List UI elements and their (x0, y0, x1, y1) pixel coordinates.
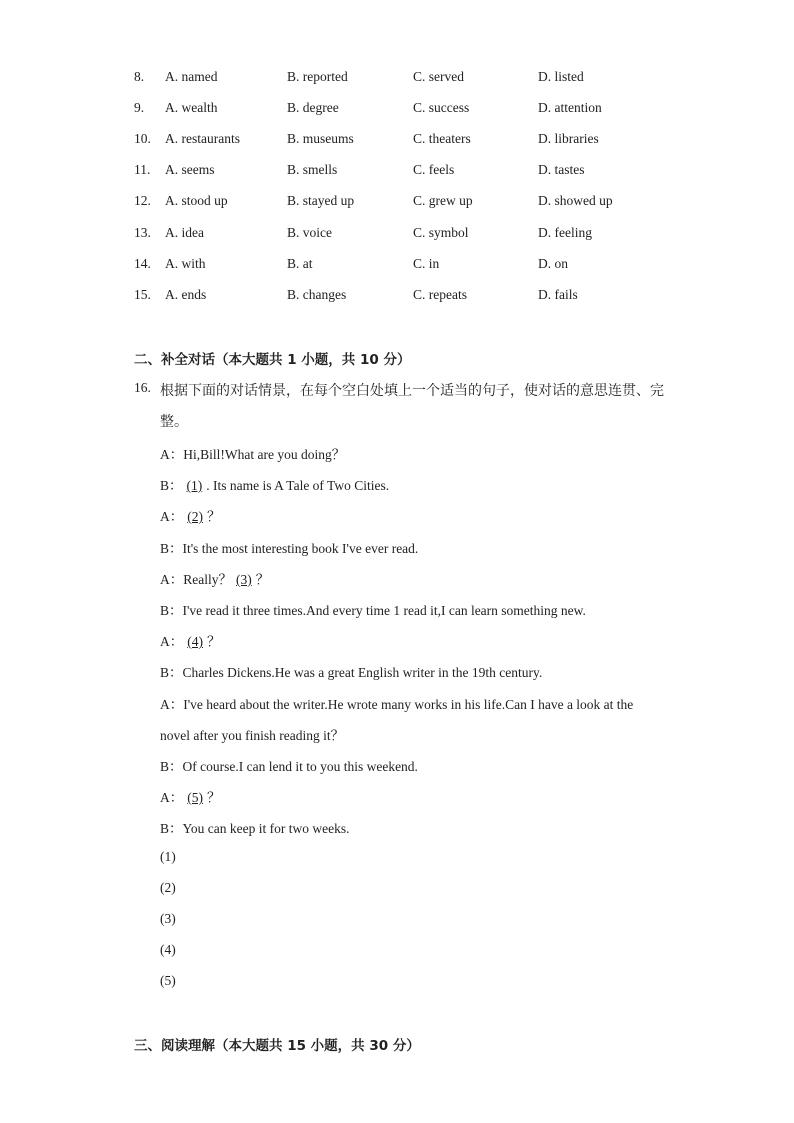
speaker-label: A：Really？ (160, 572, 232, 587)
answer-blank[interactable]: (4) (187, 634, 203, 649)
option-a: A. with (165, 256, 206, 271)
dialogue-line (160, 474, 389, 494)
option-d: D. feeling (538, 225, 592, 240)
dialogue-line: B：Charles Dickens.He was a great English writer in the 19th century. (160, 665, 543, 680)
option-a: A. named (165, 69, 218, 84)
answer-slot-3[interactable]: (3) (160, 911, 176, 926)
option-a: A. wealth (165, 100, 218, 115)
question-number: 15. (134, 287, 151, 302)
option-row (0, 162, 794, 182)
question-number: 16. (134, 380, 151, 395)
option-a: A. stood up (165, 193, 228, 208)
dialogue-line: B：Of course.I can lend it to you this weekend. (160, 759, 418, 774)
option-d: D. attention (538, 100, 602, 115)
option-b: B. smells (287, 162, 338, 177)
option-row (0, 256, 794, 276)
dialogue-line: B：It's the most interesting book I've ever read. (160, 541, 419, 556)
dialogue-line (160, 630, 221, 650)
dialogue-line: A：I've heard about the writer.He wrote many works in his life.Can I have a look at the (160, 697, 634, 712)
section-title: 二、补全对话（本大题共 1 小题，共 10 分） (134, 352, 411, 368)
option-row (0, 193, 794, 213)
answer-blank[interactable]: (1) (186, 478, 203, 493)
option-b: B. stayed up (287, 193, 355, 208)
question-number: 11. (134, 162, 151, 177)
option-c: C. in (413, 256, 440, 271)
answer-slot-2[interactable]: (2) (160, 880, 176, 895)
answer-blank[interactable]: (2) (187, 509, 203, 524)
answer-slot-4[interactable]: (4) (160, 942, 176, 957)
answer-blank[interactable]: (5) (187, 790, 203, 805)
dialogue-line (160, 505, 221, 525)
option-c: C. grew up (413, 193, 473, 208)
option-b: B. voice (287, 225, 332, 240)
section-title: 三、阅读理解（本大题共 15 小题，共 30 分） (134, 1038, 420, 1054)
option-a: A. restaurants (165, 131, 240, 146)
option-c: C. served (413, 69, 464, 84)
dialogue-text: . Its name is A Tale of Two Cities. (206, 478, 390, 493)
dialogue-line (160, 786, 221, 806)
dialogue-line: B：I've read it three times.And every time 1 read it,I can learn something new. (160, 603, 586, 618)
option-b: B. museums (287, 131, 354, 146)
option-b: B. degree (287, 100, 339, 115)
option-c: C. symbol (413, 225, 469, 240)
option-c: C. theaters (413, 131, 471, 146)
speaker-label: A： (160, 634, 184, 649)
dialogue-line: B：You can keep it for two weeks. (160, 821, 350, 836)
option-d: D. on (538, 256, 568, 271)
question-number: 9. (134, 100, 145, 115)
question-number: 13. (134, 225, 151, 240)
option-d: D. listed (538, 69, 584, 84)
question-number: 10. (134, 131, 151, 146)
dialogue-text: ？ (207, 790, 221, 805)
option-d: D. showed up (538, 193, 613, 208)
option-row (0, 225, 794, 245)
dialogue-text: ？ (255, 572, 270, 587)
question-number: 12. (134, 193, 151, 208)
option-b: B. at (287, 256, 313, 271)
answer-slot-1[interactable]: (1) (160, 849, 176, 864)
option-a: A. idea (165, 225, 204, 240)
option-c: C. success (413, 100, 470, 115)
option-row (0, 287, 794, 307)
speaker-label: A： (160, 790, 184, 805)
option-row (0, 69, 794, 89)
question-instruction: 根据下面的对话情景，在每个空白处填上一个适当的句子，使对话的意思连贯、完整。 (160, 383, 664, 430)
option-b: B. changes (287, 287, 347, 302)
option-d: D. libraries (538, 131, 599, 146)
dialogue-line: A：Hi,Bill!What are you doing？ (160, 447, 346, 462)
option-a: A. seems (165, 162, 215, 177)
question-number: 14. (134, 256, 151, 271)
option-c: C. repeats (413, 287, 467, 302)
dialogue-text: ？ (207, 634, 221, 649)
option-row (0, 100, 794, 120)
option-b: B. reported (287, 69, 348, 84)
option-a: A. ends (165, 287, 207, 302)
dialogue-line (160, 568, 269, 588)
speaker-label: A： (160, 509, 184, 524)
option-c: C. feels (413, 162, 455, 177)
answer-blank[interactable]: (3) (236, 572, 252, 587)
dialogue-text: ？ (207, 509, 221, 524)
dialogue-line: novel after you finish reading it？ (160, 728, 345, 743)
question-number: 8. (134, 69, 145, 84)
option-d: D. tastes (538, 162, 585, 177)
answer-slot-5[interactable]: (5) (160, 973, 176, 988)
option-d: D. fails (538, 287, 578, 302)
speaker-label: B： (160, 478, 183, 493)
option-row (0, 131, 794, 151)
